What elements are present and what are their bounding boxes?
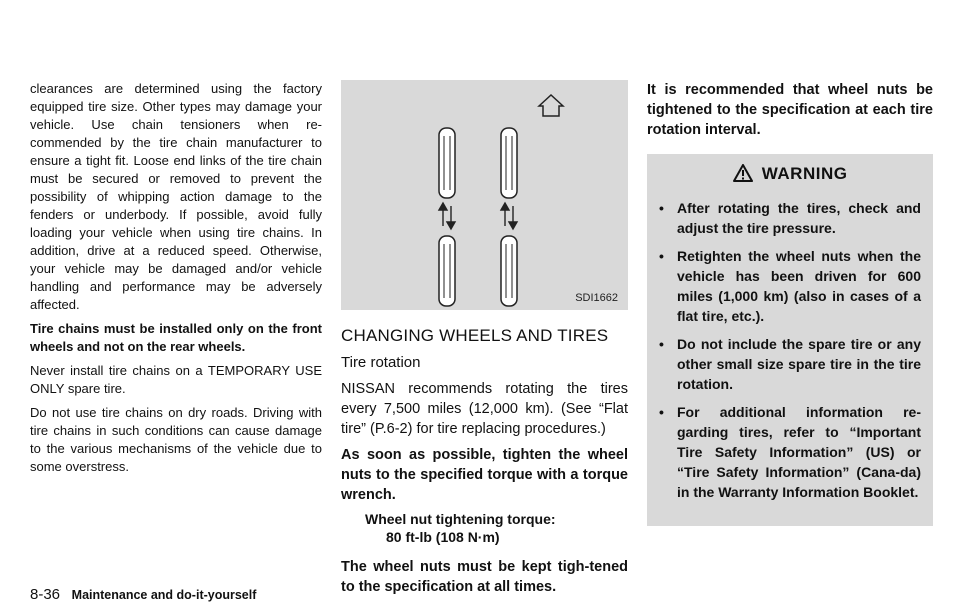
warning-heading <box>659 164 921 184</box>
right-swap-arrows-icon <box>501 203 517 229</box>
page-number: 8-36 <box>30 586 61 603</box>
section-title: CHANGING WHEELS AND TIRES <box>341 326 609 345</box>
warning-item: • Do not include the spare tire or any other small size spare tire in the tire rotation. <box>659 336 921 392</box>
warning-triangle-icon <box>733 164 753 182</box>
front-right-tire <box>501 128 517 198</box>
front-left-tire <box>439 128 455 198</box>
tire-rotation-figure <box>341 80 628 310</box>
warning-box <box>647 154 933 526</box>
tighten-instruction: As soon as possible, tighten the wheel nuts to the specified torque with a torque wrench. <box>341 447 628 503</box>
rotation-interval-note: It is recommended that wheel nuts be tightened to the specification at each tire rotation interval. <box>647 82 933 138</box>
left-swap-arrows-icon <box>439 203 455 229</box>
left-column <box>30 80 322 482</box>
middle-column <box>341 80 628 603</box>
front-wheels-note: Tire chains must be installed only on the front wheels and not on the rear wheels. <box>30 321 322 354</box>
warning-list <box>659 198 921 502</box>
keep-tightened-note: The wheel nuts must be kept tigh-tened to the specification at all times. <box>341 559 628 595</box>
figure-code: SDI1662 <box>575 292 618 304</box>
dry-roads-note: Do not use tire chains on dry roads. Driving with tire chains in such conditions can cause damage to the various mechanisms of the vehicle due to some overstress. <box>30 405 322 474</box>
page-footer <box>30 586 256 603</box>
torque-value: 80 ft-lb (108 N·m) <box>386 529 500 545</box>
chapter-title: Maintenance and do-it-yourself <box>71 588 257 602</box>
warning-item: • For additional information re-garding tires, refer to “Important Tire Safety Information” (US) or “Tire Safety Information” (Cana-da) in the Warranty Information Booklet. <box>659 404 921 500</box>
forward-arrow-icon <box>539 95 563 116</box>
rear-right-tire <box>501 236 517 306</box>
rotation-recommendation: NISSAN recommends rotating the tires every 7,500 miles (12,000 km). (See “Flat tire” (P.6-2) for tire replacing procedures.) <box>341 381 628 437</box>
warning-item: • Retighten the wheel nuts when the vehicle has been driven for 600 miles (1,000 km) (also in cases of a flat tire, etc.). <box>659 248 921 324</box>
subsection-title: Tire rotation <box>341 354 421 371</box>
warning-title: WARNING <box>761 164 848 183</box>
tire-rotation-diagram <box>341 80 628 310</box>
rear-left-tire <box>439 236 455 306</box>
chain-clearance-paragraph: clearances are determined using the factory equipped tire size. Other types may damage your vehicle. Use chain tensioners when re-commended by the tire chain manufacturer to ensure a tight fit. Loose end links of the tire chain must be secured or removed to prevent the possibility of whipping action damage to the fenders or underbody. If possible, avoid fully loading your vehicle when using tire chains. In addition, drive at a reduced speed. Otherwise, your vehicle may be damaged and/or vehicle handling and performance may be adversely affected. <box>30 81 322 312</box>
warning-item: • After rotating the tires, check and adjust the tire pressure. <box>659 200 921 236</box>
torque-label: Wheel nut tightening torque: <box>365 511 556 527</box>
spare-tire-note: Never install tire chains on a TEMPORARY USE ONLY spare tire. <box>30 363 322 396</box>
right-column <box>647 80 933 526</box>
